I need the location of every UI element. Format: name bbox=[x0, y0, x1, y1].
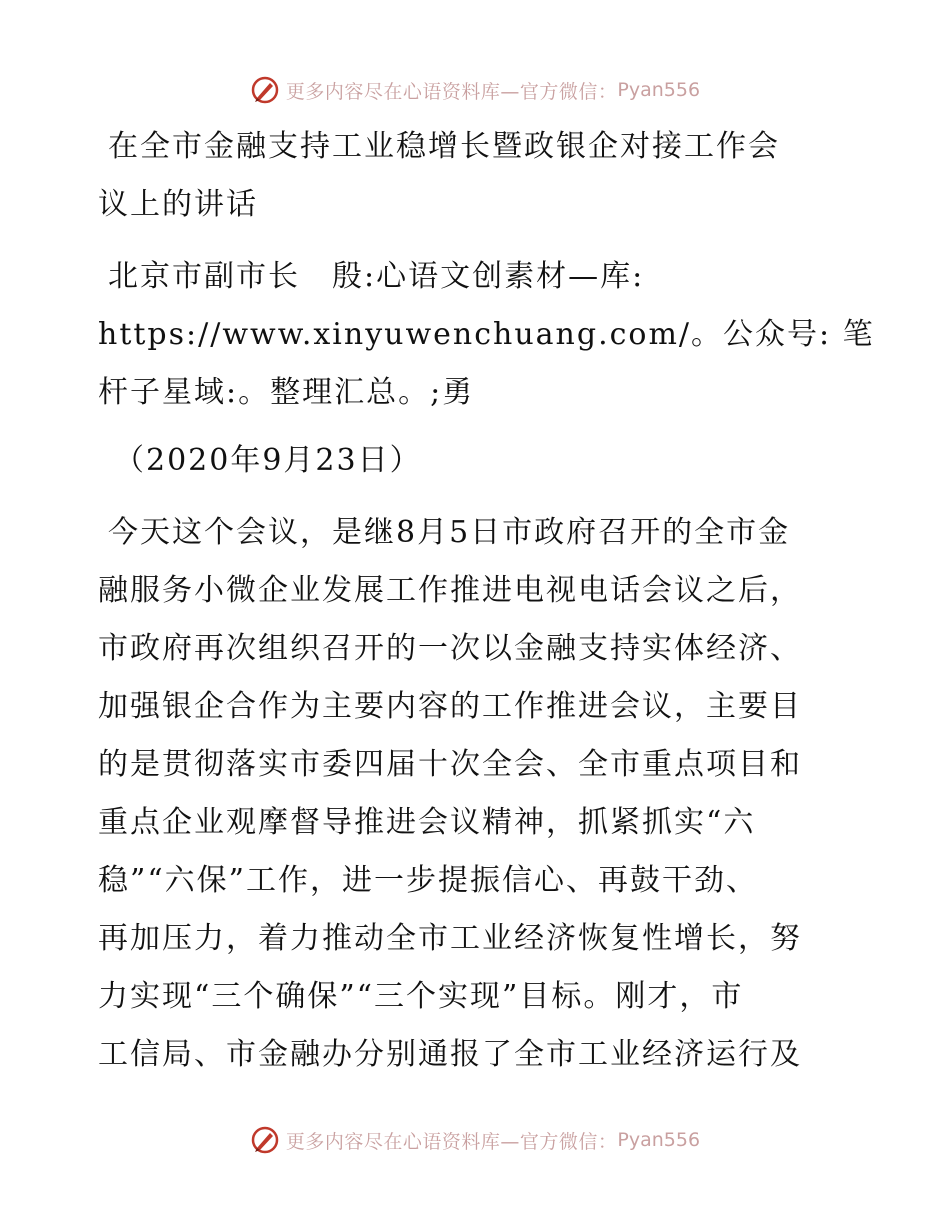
title-line-1: 在全市金融支持工业稳增长暨政银企对接工作会 bbox=[108, 129, 780, 164]
banner-text: 更多内容尽在心语资料库—官方微信： bbox=[285, 1130, 618, 1153]
body-line-6: 重点企业观摩督导推进会议精神，抓紧抓实“六 bbox=[98, 805, 756, 840]
body-line-2: 融服务小微企业发展工作推进电视电话会议之后， bbox=[98, 573, 802, 608]
body-line-1: 今天这个会议，是继8月5日市政府召开的全市金 bbox=[108, 515, 791, 550]
banner-contact: Pyan556 bbox=[617, 79, 701, 101]
body-line-8: 再加压力，着力推动全市工业经济恢复性增长，努 bbox=[98, 921, 802, 956]
body-line-10: 工信局、市金融办分别通报了全市工业经济运行及 bbox=[98, 1037, 802, 1072]
author-line-3: 杆子星域:。整理汇总。;勇 bbox=[98, 375, 475, 410]
body-line-5: 的是贯彻落实市委四届十次全会、全市重点项目和 bbox=[98, 747, 802, 782]
body-line-7: 稳”“六保”工作，进一步提振信心、再鼓干劲、 bbox=[98, 863, 759, 898]
author-line-2: https://www.xinyuwenchuang.com/。公众号: 笔 bbox=[98, 317, 875, 352]
body-line-4: 加强银企合作为主要内容的工作推进会议，主要目 bbox=[98, 689, 802, 724]
body-line-3: 市政府再次组织召开的一次以金融支持实体经济、 bbox=[98, 631, 802, 666]
body-line-9: 力实现“三个确保”“三个实现”目标。刚才，市 bbox=[98, 979, 744, 1014]
author-line-1: 北京市副市长 殷:心语文创素材—库: bbox=[108, 259, 645, 294]
header-watermark-banner bbox=[0, 72, 950, 108]
footer-watermark-banner bbox=[0, 1122, 950, 1158]
speech-date: （2020年9月23日） bbox=[114, 443, 422, 478]
title-line-2: 议上的讲话 bbox=[98, 187, 258, 222]
document-body bbox=[98, 118, 875, 1084]
banner-text: 更多内容尽在心语资料库—官方微信： bbox=[285, 80, 618, 103]
banner-contact: Pyan556 bbox=[617, 1129, 701, 1151]
red-pen-logo-icon bbox=[250, 75, 280, 105]
red-pen-logo-icon bbox=[250, 1125, 280, 1155]
